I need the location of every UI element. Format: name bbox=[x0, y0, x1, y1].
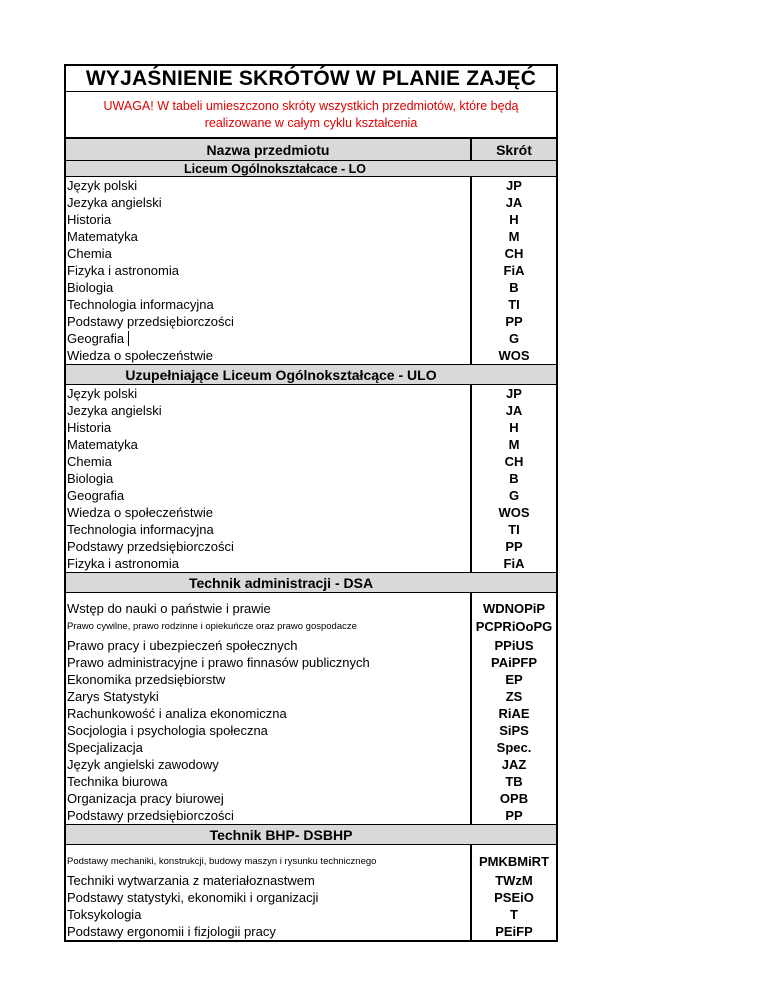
table-row bbox=[66, 402, 556, 419]
table-row bbox=[66, 177, 556, 194]
subject-code: TI bbox=[470, 296, 556, 313]
warning-line-1: UWAGA! W tabeli umieszczono skróty wszystkich przedmiotów, które będą bbox=[103, 98, 519, 113]
subject-name: Podstawy przedsiębiorczości bbox=[67, 539, 234, 554]
table-row bbox=[66, 228, 556, 245]
table-row bbox=[66, 923, 556, 940]
table-row bbox=[66, 279, 556, 296]
table-row bbox=[66, 436, 556, 453]
subject-code: PPiUS bbox=[470, 637, 556, 654]
subject-code: JA bbox=[470, 402, 556, 419]
subject-name: Ekonomika przedsiębiorstw bbox=[67, 672, 226, 687]
subject-name: Historia bbox=[67, 212, 112, 227]
subject-code: PP bbox=[470, 807, 556, 824]
section-rows-dsa bbox=[66, 593, 556, 824]
subject-code: ZS bbox=[470, 688, 556, 705]
subject-code: JA bbox=[470, 194, 556, 211]
table-row bbox=[66, 773, 556, 790]
subject-name: Technologia informacyjna bbox=[67, 522, 214, 537]
subject-name: Wiedza o społeczeństwie bbox=[67, 348, 213, 363]
section-rows-bhp bbox=[66, 845, 556, 940]
subject-name: Organizacja pracy biurowej bbox=[67, 791, 224, 806]
table-row bbox=[66, 705, 556, 722]
subject-name: Wiedza o społeczeństwie bbox=[67, 505, 213, 520]
table-row bbox=[66, 194, 556, 211]
table-row bbox=[66, 487, 556, 504]
subject-name: Język polski bbox=[67, 178, 138, 193]
table-row bbox=[66, 453, 556, 470]
subject-name: Geografia bbox=[67, 488, 125, 503]
subject-name: Jezyka angielski bbox=[67, 195, 162, 210]
subject-code: RiAE bbox=[470, 705, 556, 722]
subject-code: TB bbox=[470, 773, 556, 790]
page-title: WYJAŚNIENIE SKRÓTÓW W PLANIE ZAJĘĆ bbox=[66, 66, 556, 92]
subject-code: PSEiO bbox=[470, 889, 556, 906]
table-row bbox=[66, 739, 556, 756]
subject-code: CH bbox=[470, 245, 556, 262]
subject-name: Matematyka bbox=[67, 229, 138, 244]
table-row bbox=[66, 296, 556, 313]
subject-name: Rachunkowość i analiza ekonomiczna bbox=[67, 706, 287, 721]
subject-code: PP bbox=[470, 313, 556, 330]
subject-code: PEiFP bbox=[470, 923, 556, 940]
subject-name: Fizyka i astronomia bbox=[67, 556, 179, 571]
table-row bbox=[66, 906, 556, 923]
table-row bbox=[66, 852, 556, 872]
subject-name: Biologia bbox=[67, 471, 114, 486]
subject-name: Chemia bbox=[67, 454, 112, 469]
table-row bbox=[66, 262, 556, 279]
table-row bbox=[66, 889, 556, 906]
abbreviation-table bbox=[64, 64, 558, 942]
table-row bbox=[66, 722, 556, 739]
subject-code: JP bbox=[470, 385, 556, 402]
spacer-row bbox=[66, 845, 556, 852]
subject-name: Zarys Statystyki bbox=[67, 689, 159, 704]
subject-name: Język polski bbox=[67, 386, 138, 401]
subject-name: Specjalizacja bbox=[67, 740, 143, 755]
table-row bbox=[66, 419, 556, 436]
subject-code: OPB bbox=[470, 790, 556, 807]
table-header bbox=[66, 139, 556, 161]
table-row bbox=[66, 600, 556, 617]
table-row bbox=[66, 637, 556, 654]
table-row bbox=[66, 671, 556, 688]
subject-code: H bbox=[470, 211, 556, 228]
subject-name: Biologia bbox=[67, 280, 114, 295]
subject-code: PCPRiOoPG bbox=[470, 617, 556, 637]
subject-code: B bbox=[470, 470, 556, 487]
subject-name: Jezyka angielski bbox=[67, 403, 162, 418]
subject-code: JP bbox=[470, 177, 556, 194]
subject-code: M bbox=[470, 228, 556, 245]
table-row bbox=[66, 555, 556, 572]
subject-name: Techniki wytwarzania z materiałoznastwem bbox=[67, 873, 315, 888]
table-row bbox=[66, 347, 556, 364]
warning-line-2: realizowane w całym cyklu kształcenia bbox=[204, 115, 418, 130]
table-row bbox=[66, 654, 556, 671]
subject-code: FiA bbox=[470, 555, 556, 572]
subject-code: M bbox=[470, 436, 556, 453]
table-row bbox=[66, 245, 556, 262]
table-row bbox=[66, 807, 556, 824]
header-code: Skrót bbox=[470, 139, 556, 160]
subject-code: PP bbox=[470, 538, 556, 555]
subject-code: H bbox=[470, 419, 556, 436]
table-row bbox=[66, 521, 556, 538]
subject-name: Historia bbox=[67, 420, 112, 435]
subject-code: WOS bbox=[470, 504, 556, 521]
subject-code: WDNOPiP bbox=[470, 600, 556, 617]
subject-name: Podstawy przedsiębiorczości bbox=[67, 314, 234, 329]
subject-name: Technika biurowa bbox=[67, 774, 168, 789]
subject-name: Podstawy mechaniki, konstrukcji, budowy maszyn i rysunku technicznego bbox=[67, 856, 377, 867]
subject-code: CH bbox=[470, 453, 556, 470]
subject-name: Socjologia i psychologia społeczna bbox=[67, 723, 268, 738]
subject-code: G bbox=[470, 487, 556, 504]
subject-name: Technologia informacyjna bbox=[67, 297, 214, 312]
table-row bbox=[66, 470, 556, 487]
subject-code: T bbox=[470, 906, 556, 923]
subject-code: G bbox=[470, 330, 556, 347]
table-row bbox=[66, 688, 556, 705]
table-row bbox=[66, 790, 556, 807]
table-row bbox=[66, 756, 556, 773]
subject-name: Fizyka i astronomia bbox=[67, 263, 179, 278]
subject-code: SiPS bbox=[470, 722, 556, 739]
subject-name: Chemia bbox=[67, 246, 112, 261]
table-row bbox=[66, 330, 556, 347]
warning-note bbox=[66, 92, 556, 139]
subject-name: Toksykologia bbox=[67, 907, 142, 922]
table-row bbox=[66, 617, 556, 637]
table-row bbox=[66, 872, 556, 889]
section-title-bhp: Technik BHP- DSBHP bbox=[66, 824, 556, 845]
table-row bbox=[66, 211, 556, 228]
geography-cell: Geografia bbox=[67, 331, 129, 346]
subject-name: Wstęp do nauki o państwie i prawie bbox=[67, 601, 271, 616]
subject-name: Prawo administracyjne i prawo finnasów publicznych bbox=[67, 655, 370, 670]
spacer-row bbox=[66, 593, 556, 600]
subject-code: Spec. bbox=[470, 739, 556, 756]
section-rows-lo bbox=[66, 177, 556, 364]
subject-code: PAiPFP bbox=[470, 654, 556, 671]
subject-code: TWzM bbox=[470, 872, 556, 889]
header-name: Nazwa przedmiotu bbox=[206, 141, 330, 158]
subject-code: FiA bbox=[470, 262, 556, 279]
subject-code: TI bbox=[470, 521, 556, 538]
table-row bbox=[66, 504, 556, 521]
section-title-ulo: Uzupełniające Liceum Ogólnokształcące - ULO bbox=[66, 364, 556, 385]
table-row bbox=[66, 385, 556, 402]
section-title-lo: Liceum Ogólnokształcace - LO bbox=[66, 161, 556, 177]
subject-name: Podstawy przedsiębiorczości bbox=[67, 808, 234, 823]
subject-code: WOS bbox=[470, 347, 556, 364]
subject-name: Prawo cywilne, prawo rodzinne i opiekuńcze oraz prawo gospodacze bbox=[67, 621, 357, 632]
subject-name: Matematyka bbox=[67, 437, 138, 452]
subject-name: Prawo pracy i ubezpieczeń społecznych bbox=[67, 638, 298, 653]
subject-code: EP bbox=[470, 671, 556, 688]
subject-name: Język angielski zawodowy bbox=[67, 757, 219, 772]
subject-name bbox=[66, 330, 470, 347]
subject-name: Podstawy statystyki, ekonomiki i organizacji bbox=[67, 890, 319, 905]
subject-code: B bbox=[470, 279, 556, 296]
subject-code: JAZ bbox=[470, 756, 556, 773]
section-rows-ulo bbox=[66, 385, 556, 572]
section-title-dsa: Technik administracji - DSA bbox=[66, 572, 556, 593]
table-row bbox=[66, 313, 556, 330]
table-row bbox=[66, 538, 556, 555]
subject-code: PMKBMiRT bbox=[470, 852, 556, 872]
subject-name: Podstawy ergonomii i fizjologii pracy bbox=[67, 924, 276, 939]
